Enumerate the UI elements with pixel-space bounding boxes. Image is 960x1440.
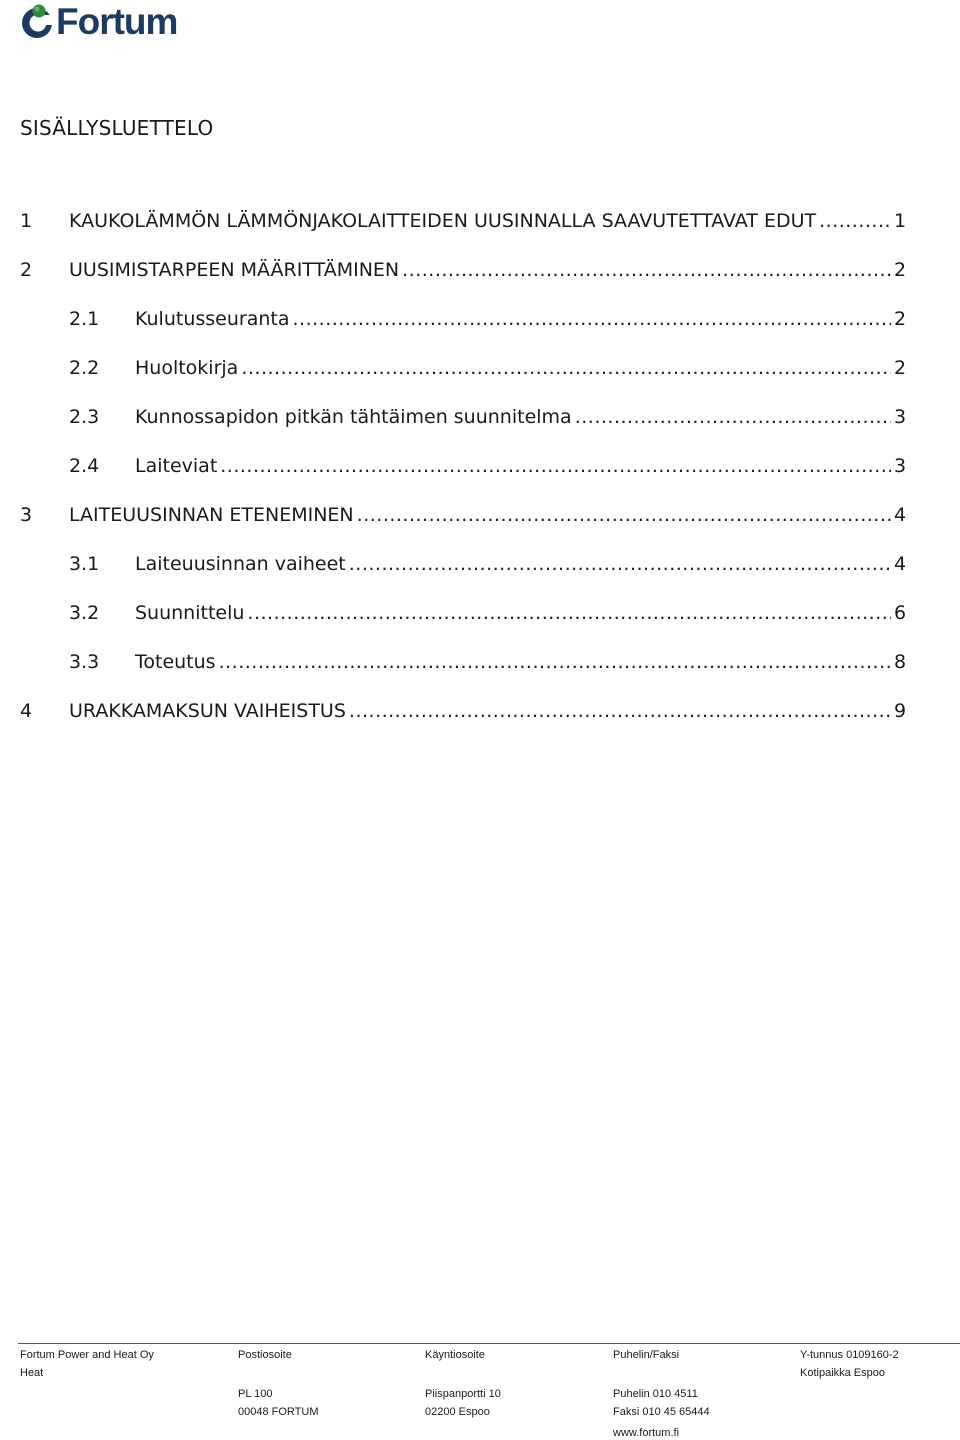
footer-postal-label: Postiosoite (238, 1349, 292, 1361)
toc-entry-2-1[interactable] (69, 308, 906, 334)
toc-entry-3-2[interactable] (69, 602, 906, 628)
toc-entry-2-3[interactable] (69, 406, 906, 432)
toc-dot-leader (575, 406, 891, 428)
toc-entry-page: 9 (894, 700, 907, 722)
toc-entry-text: Suunnittelu (135, 602, 245, 624)
toc-entry-number: 2.3 (69, 406, 100, 428)
toc-title: SISÄLLYSLUETTELO (20, 116, 214, 140)
toc-entry-4[interactable] (20, 700, 906, 726)
fortum-logo-icon (20, 4, 54, 40)
toc-entry-text: KAUKOLÄMMÖN LÄMMÖNJAKOLAITTEIDEN UUSINNALLA SAAVUTETTAVAT EDUT (69, 210, 817, 232)
footer-postal-line1: PL 100 (238, 1388, 273, 1400)
toc-dot-leader (220, 455, 891, 477)
toc-dot-leader (349, 553, 891, 575)
toc-entry-number: 3.3 (69, 651, 100, 673)
toc-entry-page: 4 (894, 553, 907, 575)
toc-entry-page: 2 (894, 357, 907, 379)
toc-entry-page: 2 (894, 259, 907, 281)
toc-entry-page: 1 (894, 210, 907, 232)
toc-entry-text: Huoltokirja (135, 357, 239, 379)
toc-entry-number: 2.2 (69, 357, 100, 379)
toc-entry-number: 3.1 (69, 553, 100, 575)
footer-visiting-line2: 02200 Espoo (425, 1406, 490, 1418)
toc-entry-number: 3.2 (69, 602, 100, 624)
toc-dot-leader (357, 504, 891, 526)
toc-entry-text: Laiteuusinnan vaiheet (135, 553, 346, 575)
toc-entry-3-1[interactable] (69, 553, 906, 579)
toc-entry-page: 4 (894, 504, 907, 526)
toc-entry-2[interactable] (20, 259, 906, 285)
toc-entry-page: 3 (894, 455, 907, 477)
toc-dot-leader (247, 602, 891, 624)
footer-business-id: Y-tunnus 0109160-2 (800, 1349, 899, 1361)
toc-entry-number: 2.1 (69, 308, 100, 330)
toc-entry-page: 8 (894, 651, 907, 673)
toc-entry-number: 1 (20, 210, 33, 232)
toc-entry-page: 3 (894, 406, 907, 428)
footer-visiting-label: Käyntiosoite (425, 1349, 485, 1361)
toc-entry-text: URAKKAMAKSUN VAIHEISTUS (69, 700, 346, 722)
toc-entry-text: Kunnossapidon pitkän tähtäimen suunnitelma (135, 406, 572, 428)
toc-entry-1[interactable] (20, 210, 906, 236)
footer-company-name: Fortum Power and Heat Oy (20, 1349, 154, 1361)
toc-dot-leader (402, 259, 891, 281)
page-footer (0, 1349, 960, 1440)
footer-website-link[interactable]: www.fortum.fi (613, 1427, 680, 1439)
toc-dot-leader (349, 700, 891, 722)
toc-entry-number: 2.4 (69, 455, 100, 477)
footer-divider (18, 1343, 960, 1344)
toc-entry-page: 2 (894, 308, 907, 330)
toc-entry-2-4[interactable] (69, 455, 906, 481)
toc-entry-text: Kulutusseuranta (135, 308, 290, 330)
toc-entry-2-2[interactable] (69, 357, 906, 383)
toc-entry-number: 4 (20, 700, 33, 722)
toc-dot-leader (241, 357, 891, 379)
toc-dot-leader (219, 651, 891, 673)
toc-entry-3[interactable] (20, 504, 906, 530)
fortum-logo (20, 2, 177, 42)
footer-contact-label: Puhelin/Faksi (613, 1349, 680, 1361)
toc-entry-text: Laiteviat (135, 455, 218, 477)
footer-visiting-line1: Piispanportti 10 (425, 1388, 501, 1400)
footer-fax: Faksi 010 45 65444 (613, 1406, 710, 1418)
toc-entry-number: 2 (20, 259, 33, 281)
toc-entry-number: 3 (20, 504, 33, 526)
logo-wordmark: Fortum (56, 1, 178, 42)
toc-entry-text: LAITEUUSINNAN ETENEMINEN (69, 504, 354, 526)
toc-entry-text: UUSIMISTARPEEN MÄÄRITTÄMINEN (69, 259, 400, 281)
toc-entry-3-3[interactable] (69, 651, 906, 677)
footer-postal-line2: 00048 FORTUM (238, 1406, 319, 1418)
toc-dot-leader (819, 210, 891, 232)
toc-dot-leader (293, 308, 892, 330)
toc-entry-text: Toteutus (135, 651, 216, 673)
footer-domicile: Kotipaikka Espoo (800, 1367, 885, 1379)
toc-entry-page: 6 (894, 602, 907, 624)
footer-company-division: Heat (20, 1367, 44, 1379)
footer-phone: Puhelin 010 4511 (613, 1388, 698, 1400)
